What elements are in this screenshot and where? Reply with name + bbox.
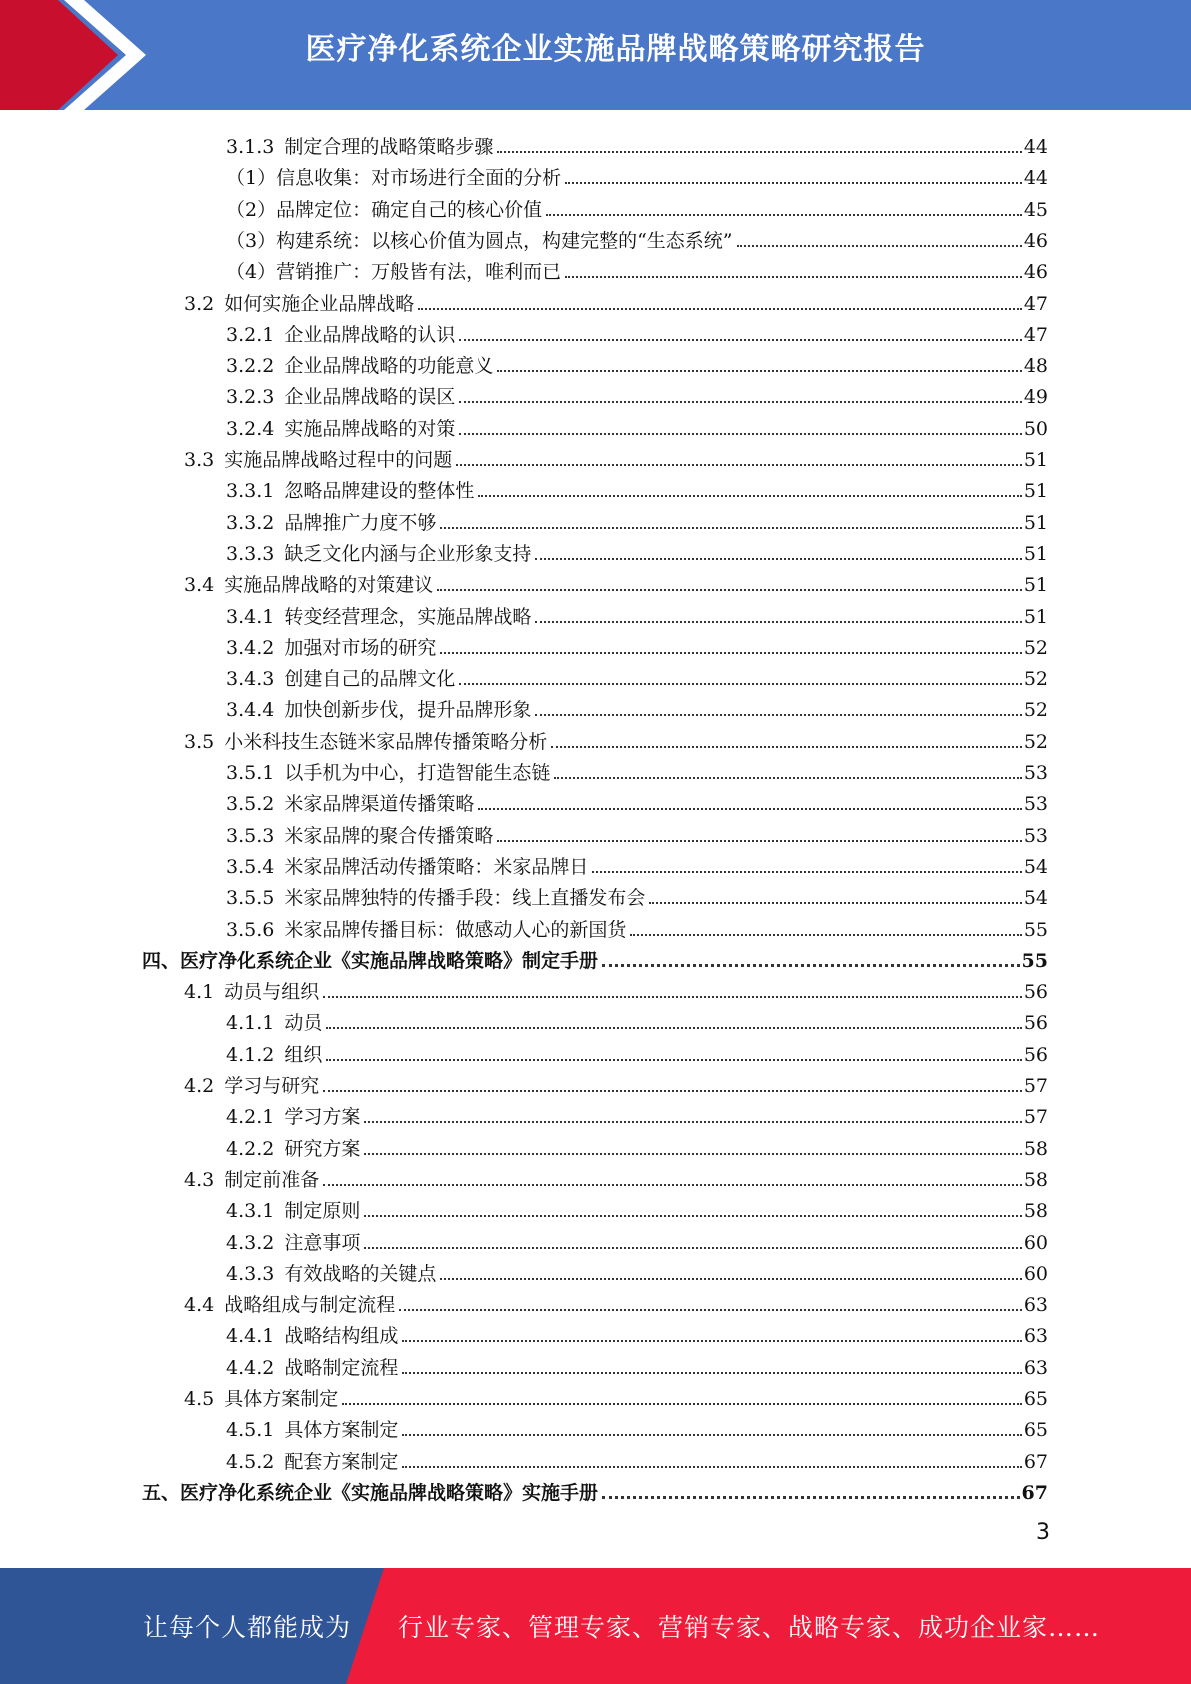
toc-leader-dots [478,808,1021,810]
toc-leader-dots [497,840,1021,842]
toc-leader-dots [459,339,1021,341]
toc-entry-title: 学习方案 [284,1106,361,1129]
toc-leader-dots [459,433,1021,435]
toc-leader-dots [323,1184,1022,1186]
toc-entry[interactable] [226,504,1048,535]
toc-leader-dots [323,1090,1022,1092]
toc-entry[interactable] [142,942,1048,973]
toc-leader-dots [342,1403,1022,1405]
report-title: 医疗净化系统企业实施品牌战略策略研究报告 [305,32,926,67]
page-footer [0,1568,1191,1684]
toc-entry-title: 转变经营理念，实施品牌战略 [284,605,532,628]
toc-leader-dots [402,1434,1021,1436]
toc-entry[interactable] [226,347,1048,378]
footer-slogan-right: 行业专家、管理专家、营销专家、战略专家、成功企业家…… [398,1613,1101,1642]
toc-entry-page: 51 [1023,574,1048,597]
toc-leader-dots [402,1372,1021,1374]
toc-entry-number: 3.3.1 [226,480,275,503]
toc-leader-dots [440,527,1021,529]
toc-entry-title: 有效战略的关键点 [284,1262,437,1285]
toc-entry[interactable] [184,1067,1048,1098]
toc-entry-number: 4.3.1 [226,1200,275,1223]
toc-leader-dots [649,902,1021,904]
toc-entry-title: 以手机为中心，打造智能生态链 [284,762,551,784]
toc-entry-title: 创建自己的品牌文化 [284,668,456,691]
toc-entry-page: 58 [1023,1200,1048,1223]
toc-entry[interactable] [226,848,1048,879]
toc-entry-title: 动员 [284,1012,323,1035]
toc-entry-title: 制定原则 [284,1200,361,1223]
toc-entry[interactable] [226,316,1048,347]
toc-entry[interactable] [226,598,1048,629]
toc-leader-dots [497,151,1021,153]
toc-leader-dots [326,1027,1021,1029]
toc-entry-title: 研究方案 [284,1137,361,1160]
toc-entry-title: 米家品牌独特的传播手段：线上直播发布会 [284,887,646,910]
toc-entry[interactable] [226,1224,1048,1255]
toc-entry[interactable] [226,159,1048,190]
toc-leader-dots [630,934,1021,936]
toc-entry-page: 48 [1023,355,1048,378]
toc-entry[interactable] [226,817,1048,848]
toc-leader-dots [478,495,1021,497]
toc-entry[interactable] [226,253,1048,284]
toc-entry-number: 3.5.5 [226,887,275,910]
toc-entry[interactable] [142,1474,1048,1505]
toc-entry-title: 具体方案制定 [284,1419,399,1442]
toc-leader-dots [456,464,1022,466]
toc-leader-dots [551,746,1022,748]
toc-entry-title: 缺乏文化内涵与企业形象支持 [284,542,532,565]
toc-entry-page: 53 [1023,824,1048,847]
toc-entry-number: 4.3.2 [226,1231,275,1254]
toc-entry-number: 3.2.1 [226,323,275,346]
toc-entry-number: 4.1.2 [226,1043,275,1066]
chevron-logo-icon [0,0,160,110]
toc-entry-number: 3.2.2 [226,355,275,378]
toc-entry-page: 65 [1023,1388,1048,1410]
toc-entry-number: 3.2 [184,292,215,315]
toc-entry-page: 58 [1023,1137,1048,1160]
toc-entry-number: 3.2.4 [226,417,275,440]
toc-leader-dots [535,558,1021,560]
toc-entry-page: 46 [1023,261,1048,284]
toc-entry-page: 65 [1023,1419,1048,1442]
toc-entry-number: 3.4.3 [226,668,275,691]
toc-entry-number: 4.4.2 [226,1356,275,1379]
toc-entry[interactable] [226,472,1048,503]
toc-entry-number: 3.5.2 [226,793,275,816]
toc-entry-number: 3.3.3 [226,542,275,565]
toc-entry-number: 4.2.1 [226,1106,275,1129]
toc-leader-dots [592,871,1021,873]
toc-entry-title: 企业品牌战略的误区 [284,386,456,409]
toc-entry-number: 3.5.1 [226,762,275,784]
toc-entry[interactable] [184,566,1048,597]
toc-entry-page: 52 [1023,699,1048,722]
toc-entry-page: 44 [1023,136,1048,158]
toc-entry-title: （1）信息收集：对市场进行全面的分析 [226,167,562,190]
toc-entry-page: 51 [1023,449,1048,471]
toc-entry-page: 52 [1023,668,1048,691]
toc-entry-number: 4.3 [184,1168,215,1191]
toc-entry-page: 63 [1023,1325,1048,1348]
toc-entry-number: 3.5 [184,730,215,753]
toc-leader-dots [535,621,1021,623]
toc-entry[interactable] [184,973,1048,1004]
toc-entry-page: 49 [1023,386,1048,409]
toc-leader-dots [565,276,1022,278]
toc-entry-title: 配套方案制定 [284,1450,399,1473]
toc-entry-number: 4.4.1 [226,1325,275,1348]
toc-entry-page: 54 [1023,855,1048,878]
toc-entry-page: 52 [1023,730,1048,753]
toc-entry-title: 米家品牌传播目标：做感动人心的新国货 [284,918,627,941]
toc-leader-dots [364,1247,1021,1249]
toc-entry-page: 53 [1023,793,1048,816]
toc-entry[interactable] [226,1255,1048,1286]
toc-entry-number: 4.5.1 [226,1419,275,1442]
toc-entry[interactable] [184,1380,1048,1411]
toc-leader-dots [402,1340,1021,1342]
toc-entry-page: 57 [1023,1106,1048,1129]
toc-entry-page: 47 [1023,323,1048,346]
toc-entry-title: 实施品牌战略的对策建议 [224,574,434,597]
toc-entry[interactable] [226,1130,1048,1161]
toc-entry-page: 67 [1023,1450,1048,1473]
toc-entry[interactable] [226,785,1048,816]
toc-leader-dots [535,714,1021,716]
toc-leader-dots [459,683,1021,685]
toc-entry-page: 56 [1023,1043,1048,1066]
toc-entry-number: 4.4 [184,1294,215,1317]
toc-entry-page: 46 [1023,229,1048,252]
toc-entry-number: 3.2.3 [226,386,275,409]
toc-leader-dots [440,1278,1021,1280]
toc-entry-title: 实施品牌战略的对策 [284,417,456,440]
toc-entry-page: 50 [1023,417,1048,440]
toc-entry-number: 3.1.3 [226,136,275,158]
toc-entry-page: 45 [1023,198,1048,221]
toc-entry[interactable] [226,1098,1048,1129]
toc-entry-title: （2）品牌定位：确定自己的核心价值 [226,198,543,221]
toc-entry[interactable] [226,1317,1048,1348]
toc-entry[interactable] [226,629,1048,660]
toc-leader-dots [440,652,1021,654]
toc-entry-page: 55 [1023,918,1048,941]
toc-entry-title: 五、医疗净化系统企业《实施品牌战略策略》实施手册 [142,1481,599,1504]
toc-entry-page: 54 [1023,887,1048,910]
toc-entry-page: 44 [1023,167,1048,190]
toc-entry-page: 57 [1023,1075,1048,1097]
toc-entry[interactable] [226,660,1048,691]
page-number: 3 [1036,1520,1050,1545]
toc-entry-number: 4.2 [184,1075,215,1097]
toc-entry-title: 米家品牌渠道传播策略 [284,793,475,816]
toc-entry-title: 企业品牌战略的认识 [284,323,456,346]
toc-entry-page: 63 [1023,1294,1048,1317]
toc-leader-dots [364,1153,1021,1155]
toc-entry-page: 53 [1023,762,1048,784]
toc-entry-page: 63 [1023,1356,1048,1379]
toc-entry-page: 52 [1023,636,1048,659]
toc-entry-page: 55 [1021,949,1048,972]
toc-entry-page: 51 [1023,605,1048,628]
toc-entry-title: 战略制定流程 [284,1356,399,1379]
toc-entry-title: 制定合理的战略策略步骤 [284,136,494,158]
toc-entry[interactable] [226,1443,1048,1474]
toc-entry[interactable] [226,378,1048,409]
toc-entry-number: 3.4.2 [226,636,275,659]
toc-entry-number: 3.3 [184,449,215,471]
toc-entry-number: 4.5.2 [226,1450,275,1473]
toc-entry[interactable] [184,1286,1048,1317]
toc-entry[interactable] [226,1004,1048,1035]
toc-entry-page: 58 [1023,1168,1048,1191]
toc-entry-title: 加强对市场的研究 [284,636,437,659]
toc-leader-dots [437,589,1022,591]
toc-leader-dots [737,245,1022,247]
toc-entry-number: 4.3.3 [226,1262,275,1285]
toc-entry-title: 实施品牌战略过程中的问题 [224,449,453,471]
toc-entry-number: 3.5.3 [226,824,275,847]
toc-entry-title: 企业品牌战略的功能意义 [284,355,494,378]
toc-entry-page: 51 [1023,511,1048,534]
toc-leader-dots [497,370,1021,372]
toc-entry-title: 小米科技生态链米家品牌传播策略分析 [224,730,548,753]
toc-entry-number: 4.5 [184,1388,215,1410]
toc-entry[interactable] [226,879,1048,910]
toc-entry[interactable] [226,1349,1048,1380]
toc-entry-page: 67 [1021,1481,1048,1504]
toc-entry-number: 4.1.1 [226,1012,275,1035]
toc-entry-number: 4.2.2 [226,1137,275,1160]
toc-entry-title: 加快创新步伐，提升品牌形象 [284,699,532,722]
toc-leader-dots [554,777,1021,779]
toc-entry-title: 米家品牌的聚合传播策略 [284,824,494,847]
toc-entry-number: 3.3.2 [226,511,275,534]
toc-leader-dots [326,1059,1021,1061]
toc-entry-title: 具体方案制定 [224,1388,339,1410]
toc-entry-title: 学习与研究 [224,1075,320,1097]
toc-entry-title: （4）营销推广：万般皆有法，唯利而已 [226,261,562,284]
toc-entry[interactable] [184,285,1048,316]
toc-entry-number: 3.4.1 [226,605,275,628]
toc-entry-number: 3.4.4 [226,699,275,722]
toc-entry[interactable] [184,723,1048,754]
toc-entry-page: 60 [1023,1231,1048,1254]
toc-leader-dots [565,182,1022,184]
toc-leader-dots [602,1496,1020,1499]
toc-entry[interactable] [226,128,1048,159]
toc-entry[interactable] [226,410,1048,441]
toc-entry-number: 4.1 [184,981,215,1004]
toc-leader-dots [364,1215,1021,1217]
toc-leader-dots [546,214,1022,216]
toc-entry-page: 51 [1023,480,1048,503]
toc-entry-title: 四、医疗净化系统企业《实施品牌战略策略》制定手册 [142,949,599,972]
toc-entry-title: 米家品牌活动传播策略：米家品牌日 [284,855,589,878]
toc-leader-dots [364,1121,1021,1123]
toc-entry[interactable] [226,222,1048,253]
toc-entry-page: 56 [1023,1012,1048,1035]
toc-entry-page: 47 [1023,292,1048,315]
toc-entry-title: 组织 [284,1043,323,1066]
page-header [0,0,1191,110]
toc-entry[interactable] [226,191,1048,222]
toc-entry[interactable] [226,754,1048,785]
toc-entry[interactable] [226,1411,1048,1442]
toc-entry-title: 如何实施企业品牌战略 [224,292,415,315]
toc-entry-page: 56 [1023,981,1048,1004]
toc-leader-dots [323,996,1022,998]
toc-entry[interactable] [226,691,1048,722]
toc-entry-page: 51 [1023,542,1048,565]
toc-leader-dots [459,401,1021,403]
footer-slogan-left: 让每个人都能成为 [143,1613,352,1642]
toc-leader-dots [602,964,1020,967]
toc-entry[interactable] [226,1192,1048,1223]
toc-entry-page: 60 [1023,1262,1048,1285]
toc-entry-title: （3）构建系统：以核心价值为圆点，构建完整的“生态系统” [226,229,733,252]
toc-entry[interactable] [184,1161,1048,1192]
toc-entry[interactable] [226,911,1048,942]
toc-entry-number: 3.4 [184,574,215,597]
toc-entry-title: 战略结构组成 [284,1325,399,1348]
toc-entry-title: 制定前准备 [224,1168,320,1191]
toc-entry-number: 3.5.4 [226,855,275,878]
toc-entry-title: 注意事项 [284,1231,361,1254]
toc-entry[interactable] [226,535,1048,566]
toc-entry-number: 3.5.6 [226,918,275,941]
toc-entry[interactable] [184,441,1048,472]
toc-entry-title: 忽略品牌建设的整体性 [284,480,475,503]
toc-entry-title: 品牌推广力度不够 [284,511,437,534]
toc-entry-title: 战略组成与制定流程 [224,1294,396,1317]
toc-entry-title: 动员与组织 [224,981,320,1004]
toc-leader-dots [402,1466,1021,1468]
toc-leader-dots [399,1309,1022,1311]
toc-leader-dots [418,308,1022,310]
toc-entry[interactable] [226,1036,1048,1067]
